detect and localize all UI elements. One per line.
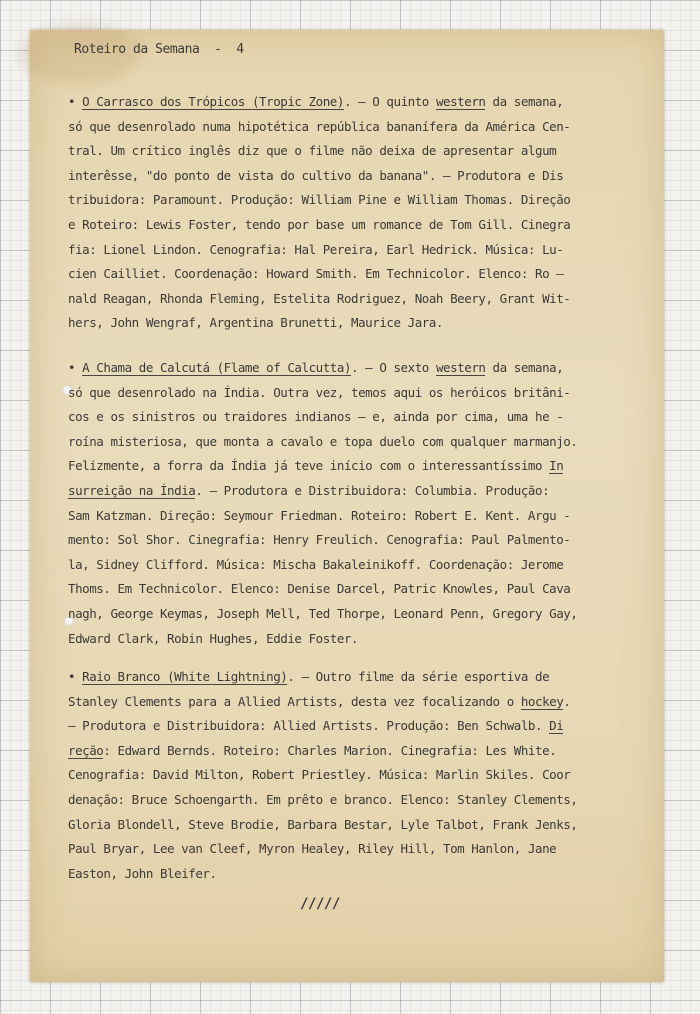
underlined-title: Di (549, 718, 564, 734)
text-line (68, 763, 638, 788)
text-run: Paul Bryar, Lee van Cleef, Myron Healey, Riley Hill, Tom Hanlon, Jane (68, 841, 557, 857)
text-line (68, 714, 638, 739)
underlined-title: In (549, 458, 564, 474)
text-line (68, 262, 638, 287)
text-line (68, 602, 638, 627)
film-entry-tropic-zone (68, 90, 638, 336)
text-run: Sam Katzman. Direção: Seymour Friedman. Roteiro: Robert E. Kent. Argu - (68, 507, 571, 523)
underlined-title: O Carrasco dos Trópicos (Tropic Zone) (82, 94, 344, 109)
text-line (68, 430, 638, 455)
text-line (68, 139, 638, 164)
text-run: • (68, 669, 83, 684)
text-line (68, 238, 638, 263)
page-header: Roteiro da Semana - 4 (74, 42, 244, 57)
text-run: da semana, (485, 94, 564, 109)
text-line (68, 788, 638, 813)
underlined-title: western (435, 94, 486, 109)
text-run: Felizmente, a forra da Índia já teve início com o interessantíssimo (68, 458, 550, 474)
text-run: denação: Bruce Schoengarth. Em prêto e branco. Elenco: Stanley Clements, (68, 791, 578, 807)
text-run: Gloria Blondell, Steve Brodie, Barbara Bestar, Lyle Talbot, Frank Jenks, (68, 816, 578, 832)
underlined-title: Raio Branco (White Lightning) (82, 669, 288, 684)
text-line (68, 90, 638, 115)
text-line (68, 479, 638, 504)
text-run: la, Sidney Clifford. Música: Mischa Bakaleinikoff. Coordenação: Jerome (68, 556, 564, 572)
text-line (68, 528, 638, 553)
text-run: — Produtora e Distribuidora: Allied Artists. Produção: Ben Schwalb. (68, 718, 550, 734)
underlined-title: western (435, 360, 486, 375)
text-line (68, 862, 638, 887)
text-run: . — O quinto (343, 94, 436, 109)
text-run: só que desenrolado numa hipotética república bananífera da América Cen- (68, 118, 571, 134)
text-run: hers, John Wengraf, Argentina Brunetti, Maurice Jara. (68, 315, 444, 331)
underlined-title: reção (68, 742, 104, 758)
text-run: e Roteiro: Lewis Foster, tendo por base um romance de Tom Gill. Cinegra (68, 216, 571, 232)
text-run: . — Produtora e Distribuidora: Columbia. Produção: (195, 482, 550, 498)
text-line (68, 311, 638, 336)
text-run: . — O sexto (351, 360, 436, 375)
text-run: Cenografia: David Milton, Robert Priestley. Música: Marlin Skiles. Coor (68, 767, 571, 783)
text-line (68, 115, 638, 140)
text-line (68, 381, 638, 406)
typed-page (30, 30, 664, 982)
closing-mark: ///// (300, 896, 340, 912)
text-run: nald Reagan, Rhonda Fleming, Estelita Rodriguez, Noah Beery, Grant Wit- (68, 290, 571, 306)
text-run: • (68, 360, 83, 375)
text-line (68, 164, 638, 189)
text-line (68, 553, 638, 578)
text-run: nagh, George Keymas, Joseph Mell, Ted Thorpe, Leonard Penn, Gregory Gay, (68, 605, 578, 621)
text-line (68, 188, 638, 213)
film-entry-white-lightning (68, 665, 638, 886)
text-run: • (68, 94, 83, 109)
text-run: interêsse, "do ponto de vista do cultivo da banana". — Produtora e Dis (68, 167, 564, 183)
text-line (68, 405, 638, 430)
text-run: roína misteriosa, que monta a cavalo e topa duelo com qualquer marmanjo. (68, 433, 578, 449)
text-line (68, 627, 638, 652)
text-run: da semana, (485, 360, 564, 375)
underlined-title: A Chama de Calcutá (Flame of Calcutta) (82, 360, 352, 375)
text-line (68, 739, 638, 764)
text-line (68, 213, 638, 238)
text-line (68, 813, 638, 838)
text-line (68, 690, 638, 715)
text-run: Stanley Clements para a Allied Artists, desta vez focalizando o (68, 693, 521, 709)
text-run: Thoms. Em Technicolor. Elenco: Denise Darcel, Patric Knowles, Paul Cava (68, 581, 571, 597)
text-run: tribuidora: Paramount. Produção: William Pine e William Thomas. Direção (68, 192, 571, 208)
text-run: mento: Sol Shor. Cinegrafia: Henry Freulich. Cenografia: Paul Palmento- (68, 532, 571, 548)
text-run: . — Outro filme da série esportiva de (287, 669, 550, 684)
text-run: cos e os sinistros ou traidores indianos — e, ainda por cima, uma he - (68, 409, 564, 425)
underlined-title: surreição na Índia (68, 482, 196, 498)
text-run: tral. Um crítico inglês diz que o filme não deixa de apresentar algum (68, 143, 557, 159)
text-run: só que desenrolado na Índia. Outra vez, temos aqui os heróicos britâni- (68, 384, 571, 400)
text-run: Edward Clark, Robin Hughes, Eddie Foster. (68, 630, 359, 646)
text-line (68, 665, 638, 690)
text-run: Easton, John Bleifer. (68, 865, 217, 881)
text-line (68, 504, 638, 529)
underlined-title: hockey (520, 693, 564, 709)
text-line (68, 577, 638, 602)
text-run: . (563, 693, 571, 709)
text-line (68, 287, 638, 312)
text-line (68, 837, 638, 862)
text-run: cien Cailliet. Coordenação: Howard Smith. Em Technicolor. Elenco: Ro — (68, 266, 564, 282)
text-line (68, 356, 638, 381)
text-run: fia: Lionel Lindon. Cenografia: Hal Pereira, Earl Hedrick. Música: Lu- (68, 241, 564, 257)
text-line (68, 454, 638, 479)
text-run: : Edward Bernds. Roteiro: Charles Marion. Cinegrafia: Les White. (103, 742, 557, 758)
film-entry-flame-of-calcutta (68, 356, 638, 651)
